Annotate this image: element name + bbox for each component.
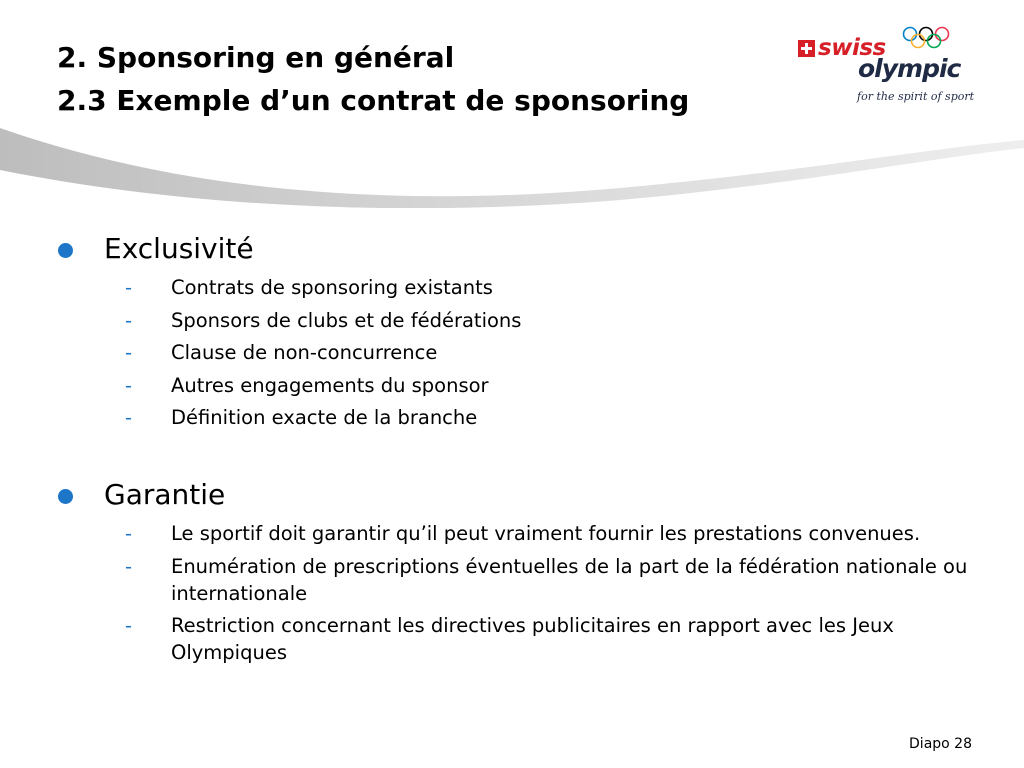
olympic-rings-icon bbox=[902, 26, 952, 50]
list-item bbox=[58, 307, 988, 334]
slide-title-line-2: 2.3 Exemple d’un contrat de sponsoring bbox=[57, 84, 690, 117]
list-item-text: Autres engagements du sponsor bbox=[171, 373, 489, 397]
list-item-text: Contrats de sponsoring existants bbox=[171, 276, 493, 299]
list-item-text: Définition exacte de la branche bbox=[171, 406, 478, 429]
dash-icon: - bbox=[125, 373, 133, 397]
swiss-cross-icon bbox=[798, 40, 815, 57]
slide-number: Diapo 28 bbox=[909, 736, 972, 752]
list-item bbox=[58, 612, 988, 666]
bullet-row bbox=[58, 476, 988, 514]
decorative-swoosh bbox=[0, 118, 1024, 208]
swiss-olympic-logo bbox=[796, 26, 978, 108]
list-item bbox=[58, 274, 988, 301]
bullet-icon bbox=[58, 489, 73, 504]
list-item bbox=[58, 553, 988, 607]
list-item-text: Restriction concernant les directives publicitaires en rapport avec les Jeux Olympiques bbox=[171, 614, 894, 664]
dash-icon: - bbox=[125, 276, 133, 299]
bullet-row bbox=[58, 230, 988, 268]
slide-body bbox=[58, 230, 988, 672]
section-exclusivite bbox=[58, 230, 988, 431]
slide-title-line-1: 2. Sponsoring en général bbox=[57, 41, 455, 74]
list-item-text: Clause de non-concurrence bbox=[171, 341, 438, 364]
list-item-text: Enumération de prescriptions éventuelles de la part de la fédération nationale ou internationale bbox=[171, 554, 968, 605]
bullet-icon bbox=[58, 243, 73, 258]
list-item bbox=[58, 339, 988, 366]
dash-icon: - bbox=[125, 406, 133, 429]
section-heading: Exclusivité bbox=[104, 232, 254, 265]
dash-icon: - bbox=[125, 308, 133, 332]
sub-list bbox=[58, 274, 988, 431]
slide-title bbox=[57, 36, 689, 122]
logo-swiss-text: swiss bbox=[818, 35, 886, 61]
dash-icon: - bbox=[125, 341, 133, 364]
dash-icon: - bbox=[125, 554, 133, 578]
sub-list bbox=[58, 520, 988, 666]
section-garantie bbox=[58, 476, 988, 666]
list-item-text: Sponsors de clubs et de fédérations bbox=[171, 308, 522, 332]
logo-tagline: for the spirit of sport bbox=[857, 90, 975, 103]
list-item bbox=[58, 372, 988, 399]
list-item bbox=[58, 404, 988, 431]
logo-olympic-text: olympic bbox=[858, 54, 961, 83]
list-item-text: Le sportif doit garantir qu’il peut vraiment fournir les prestations convenues. bbox=[171, 522, 921, 545]
dash-icon: - bbox=[125, 614, 133, 637]
dash-icon: - bbox=[125, 522, 133, 545]
list-item bbox=[58, 520, 988, 547]
section-heading: Garantie bbox=[104, 478, 226, 511]
